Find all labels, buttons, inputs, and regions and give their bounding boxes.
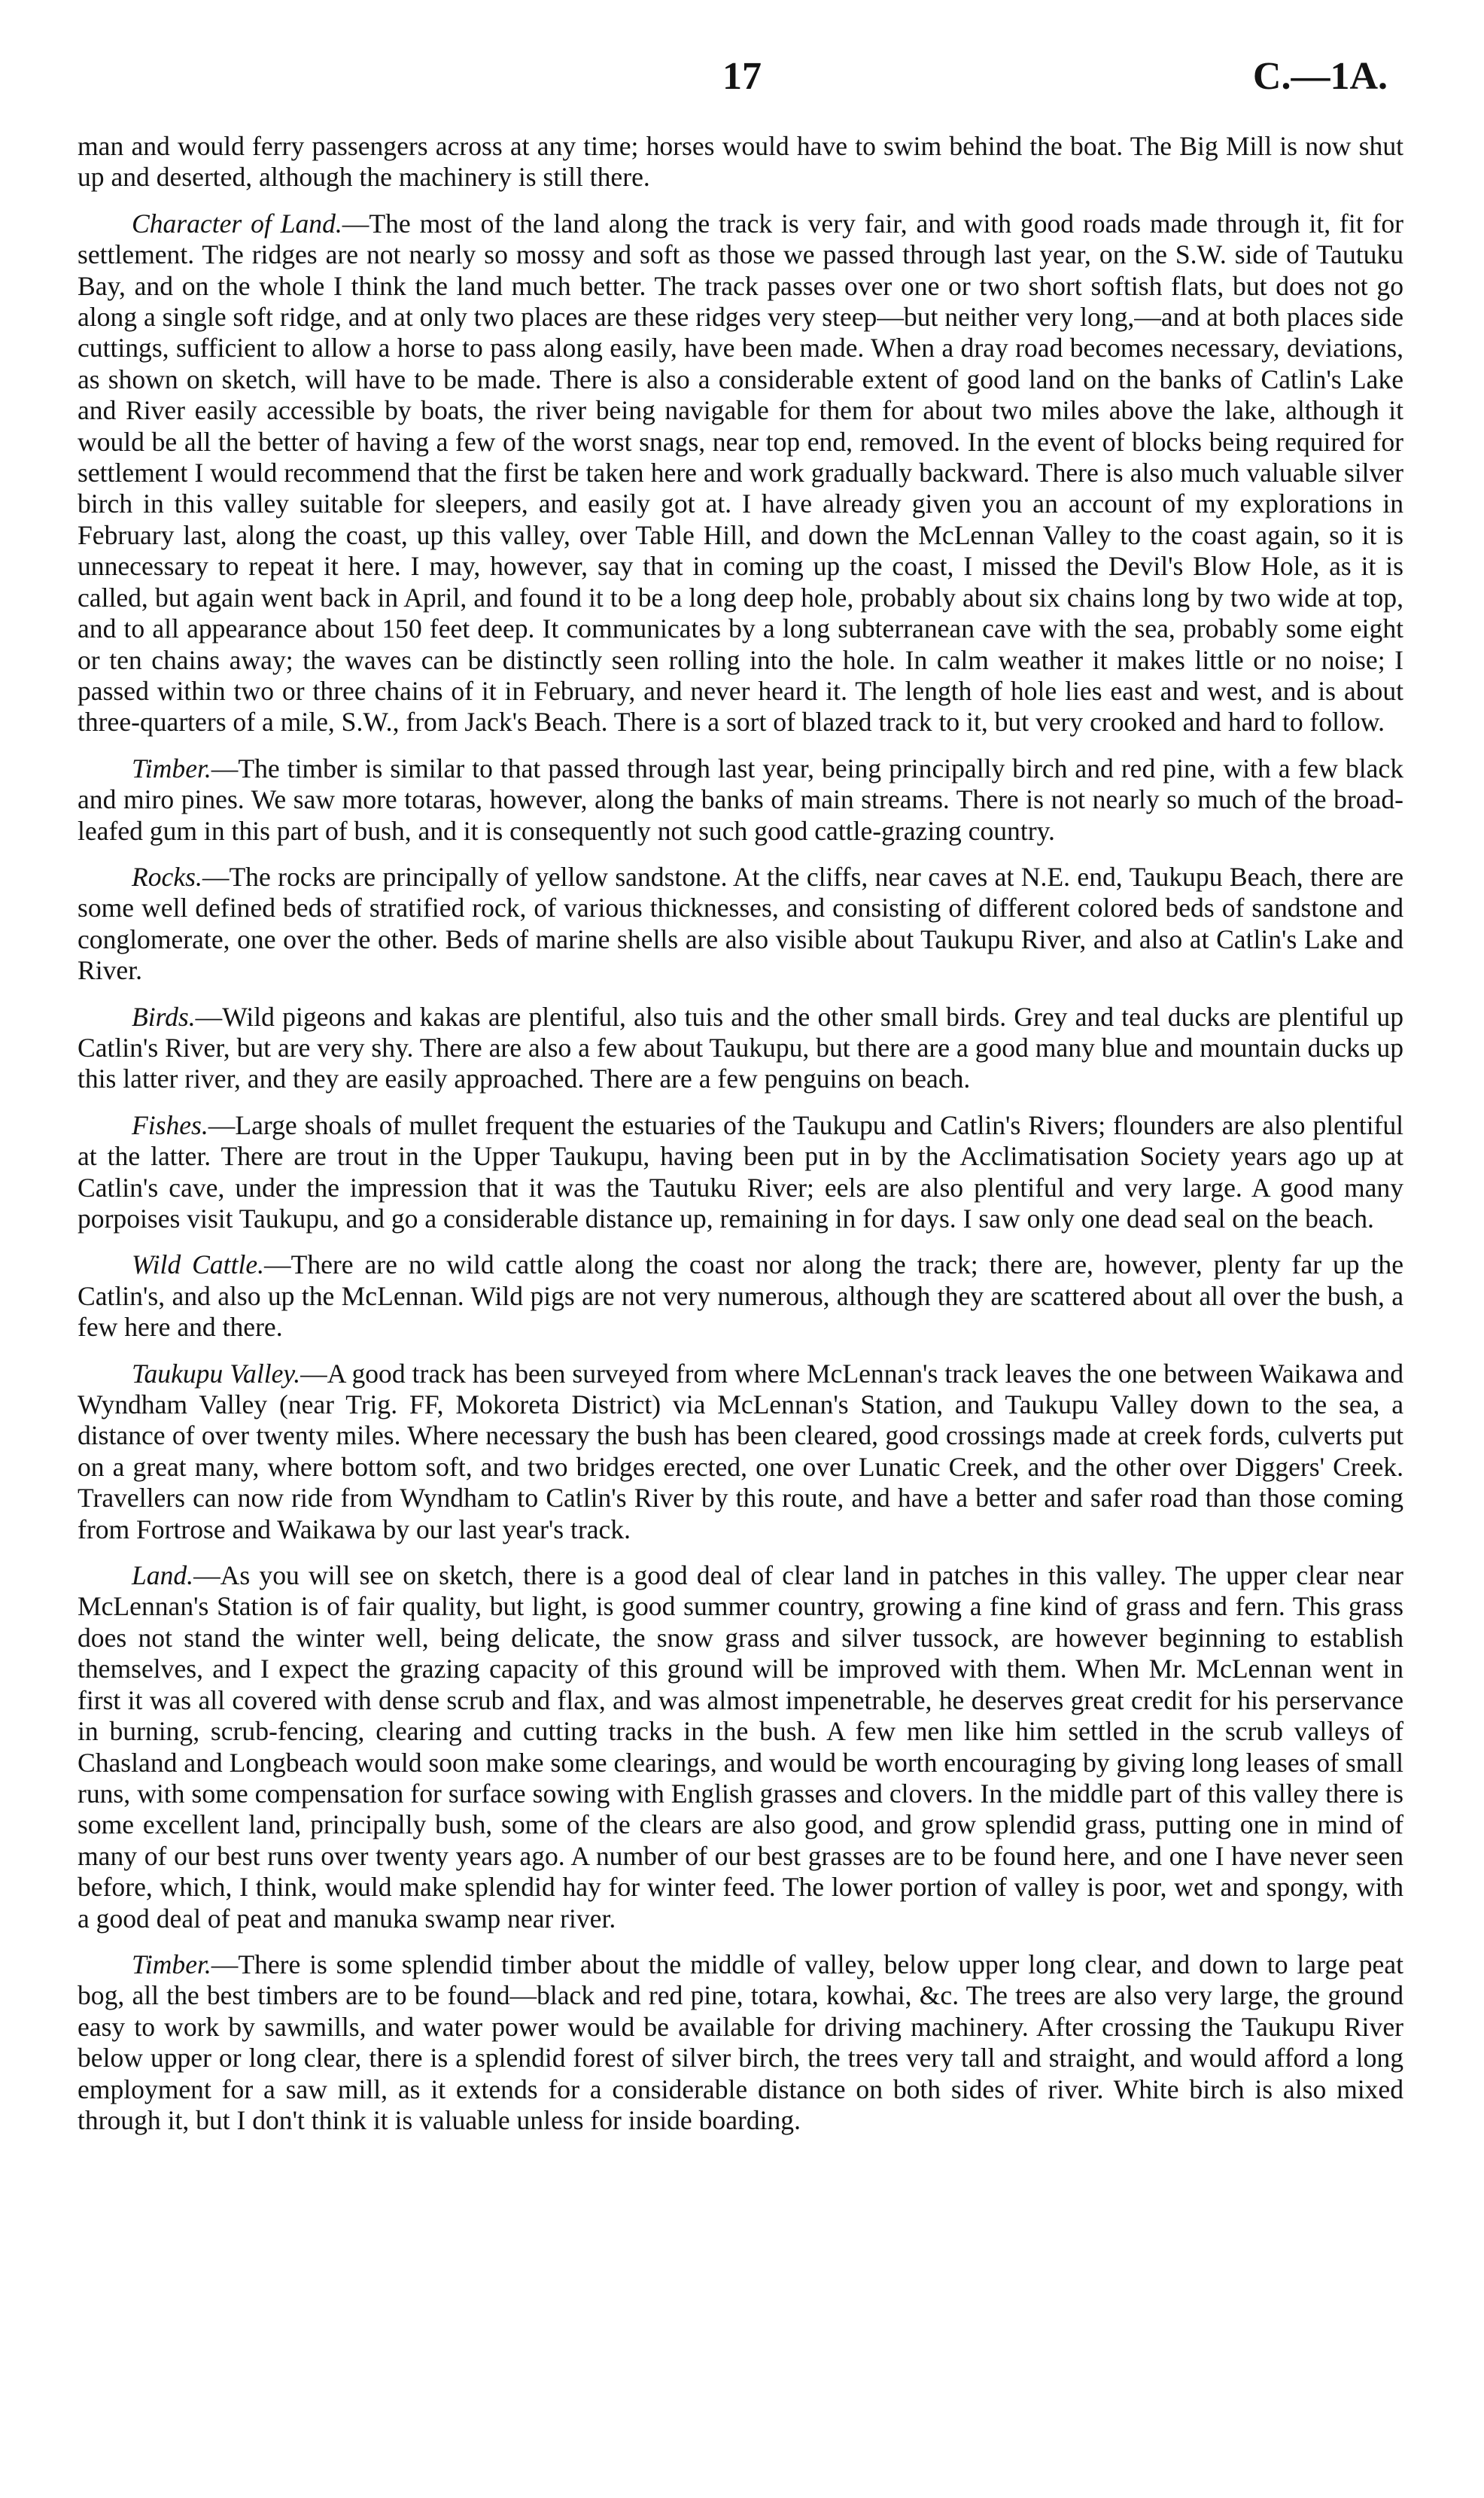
paragraph-heading: Timber. [132,1949,211,1979]
paragraph-wild-cattle [78,1249,1403,1343]
paragraph-birds [78,1002,1403,1095]
paragraph-continuation [78,131,1403,193]
paragraph-heading: Fishes. [132,1109,208,1140]
paragraph-text: —The most of the land along the track is very fair, and with good roads made through it, fit for settlement. The ridges are not nearly so mossy and soft as those we passed through last year, on the S.W. side of Tautuku Bay, and on the whole I think the land much better. The track passes over one or two short softish flats, but does not go along a single soft ridge, and at only two places are these ridges very steep—but neither very long,—and at both places side cuttings, sufficient to allow a horse to pass along easily, have been made. When a dray road becomes necessary, deviations, as shown on sketch, will have to be made. There is also a considerable extent of good land on the banks of Catlin's Lake and River easily accessible by boats, the river being navigable for them for about two miles above the lake, although it would be all the better of having a few of the worst snags, near top end, removed. In the event of blocks being required for settlement I would recommend that the first be taken here and work gradually backward. There is also much valuable silver birch in this valley suitable for sleepers, and easily got at. I have already given you an account of my explorations in February last, along the coast, up this valley, over Table Hill, and down the McLennan Valley to the coast again, so it is unnecessary to repeat it here. I may, however, say that in coming up the coast, I missed the Devil's Blow Hole, as it is called, but again went back in April, and found it to be a long deep hole, probably about six chains long by two wide at top, and to all appearance about 150 feet deep. It communicates by a long subterranean cave with the sea, probably some eight or ten chains away; the waves can be distinctly seen rolling into the hole. In calm weather it makes little or no noise; I passed within two or three chains of it in February, and never heard it. The length of hole lies east and west, and is about three-quarters of a mile, S.W., from Jack's Beach. There is a sort of blazed track to it, but very crooked and hard to follow. [78,208,1403,738]
paragraph-heading: Birds. [132,1001,196,1032]
paragraph-timber-valley [78,1949,1403,2136]
paragraph-text: —Wild pigeons and kakas are plentiful, also tuis and the other small birds. Grey and teal ducks are plentiful up Catlin's River, but are very shy. There are also a few about Taukupu, but there are a good many blue and mountain ducks up this latter river, and they are easily approached. There are a few penguins on beach. [78,1001,1403,1094]
paragraph-text: —As you will see on sketch, there is a good deal of clear land in patches in this valley. The upper clear near McLennan's Station is of fair quality, but light, is good summer country, growing a fine kind of grass and fern. This grass does not stand the winter well, being delicate, the snow grass and silver tussock, are however beginning to establish themselves, and I expect the grazing capacity of this ground will be improved with them. When Mr. McLennan went in first it was all covered with dense scrub and flax, and was almost impenetrable, he deserves great credit for his perservance in burning, scrub-fencing, clearing and cutting tracks in the bush. A few men like him settled in the scrub valleys of Chasland and Longbeach would soon make some clearings, and would be worth encouraging by giving long leases of small runs, with some compensation for surface sowing with English grasses and clovers. In the middle part of this valley there is some excellent land, principally bush, some of the clears are also good, and grow splendid grass, putting one in mind of many of our best runs over twenty years ago. A number of our best grasses are to be found here, and one I have never seen before, which, I think, would make splendid hay for winter feed. The lower portion of valley is poor, wet and spongy, with a good deal of peat and manuka swamp near river. [78,1560,1403,1934]
paragraph-taukupu-valley [78,1359,1403,1545]
paragraph-text: —A good track has been surveyed from where McLennan's track leaves the one between Waikawa and Wyndham Valley (near Trig. FF, Mokoreta District) via McLennan's Station, and Taukupu Valley down to the sea, a distance of over twenty miles. Where necessary the bush has been cleared, good crossings made at creek fords, culverts put on a great many, where bottom soft, and two bridges erected, one over Lunatic Creek, and the other over Diggers' Creek. Travellers can now ride from Wyndham to Catlin's River by this route, and have a better and safer road than those coming from Fortrose and Waikawa by our last year's track. [78,1358,1403,1544]
paragraph-heading: Rocks. [132,861,202,892]
paragraph-text: man and would ferry passengers across at any time; horses would have to swim behind the boat. The Big Mill is now shut up and deserted, although the machinery is still there. [78,131,1403,193]
paragraph-timber [78,753,1403,847]
paragraph-rocks [78,862,1403,987]
paragraph-land [78,1560,1403,1934]
document-reference: C.—1A. [1252,55,1388,98]
paragraph-heading: Timber. [132,753,211,783]
paragraph-text: —There are no wild cattle along the coast nor along the track; there are, however, plenty far up the Catlin's, and also up the McLennan. Wild pigs are not very numerous, although they are scattered about all over the bush, a few here and there. [78,1249,1403,1343]
paragraph-text: —The timber is similar to that passed through last year, being principally birch and red pine, with a few black and miro pines. We saw more totaras, however, along the banks of main streams. There is not nearly so much of the broad-leafed gum in this part of bush, and it is consequently not such good cattle-grazing country. [78,753,1403,846]
page-number: 17 [722,55,762,98]
paragraph-heading: Taukupu Valley. [132,1358,301,1389]
running-head [0,47,1484,107]
paragraph-character-of-land [78,208,1403,738]
paragraph-text: —The rocks are principally of yellow sandstone. At the cliffs, near caves at N.E. end, Taukupu Beach, there are some well defined beds of stratified rock, of various thicknesses, and consisting of different colored beds of sandstone and conglomerate, one over the other. Beds of marine shells are also visible about Taukupu River, and also at Catlin's Lake and River. [78,861,1403,986]
paragraph-text: —There is some splendid timber about the middle of valley, below upper long clear, and down to large peat bog, all the best timbers are to be found—black and red pine, totara, kowhai, &c. The trees are also very large, the ground easy to work by sawmills, and water power would be available for driving machinery. After crossing the Taukupu River below upper or long clear, there is a splendid forest of silver birch, the trees very tall and straight, and would afford a long employment for a saw mill, as it extends for a considerable distance on both sides of river. White birch is also mixed through it, but I don't think it is valuable unless for inside boarding. [78,1949,1403,2135]
paragraph-heading: Land. [132,1560,194,1591]
paragraph-fishes [78,1110,1403,1235]
paragraph-heading: Character of Land. [132,208,342,239]
paragraph-text: —Large shoals of mullet frequent the estuaries of the Taukupu and Catlin's Rivers; flounders are also plentiful at the latter. There are trout in the Upper Taukupu, having been put in by the Acclimatisation Society years ago up at Catlin's cave, under the impression that it was the Tautuku River; eels are also plentiful and very large. A good many porpoises visit Taukupu, and go a considerable distance up, remaining in for days. I saw only one dead seal on the beach. [78,1109,1403,1234]
body-text [78,131,1403,2151]
paragraph-heading: Wild Cattle. [132,1249,265,1280]
